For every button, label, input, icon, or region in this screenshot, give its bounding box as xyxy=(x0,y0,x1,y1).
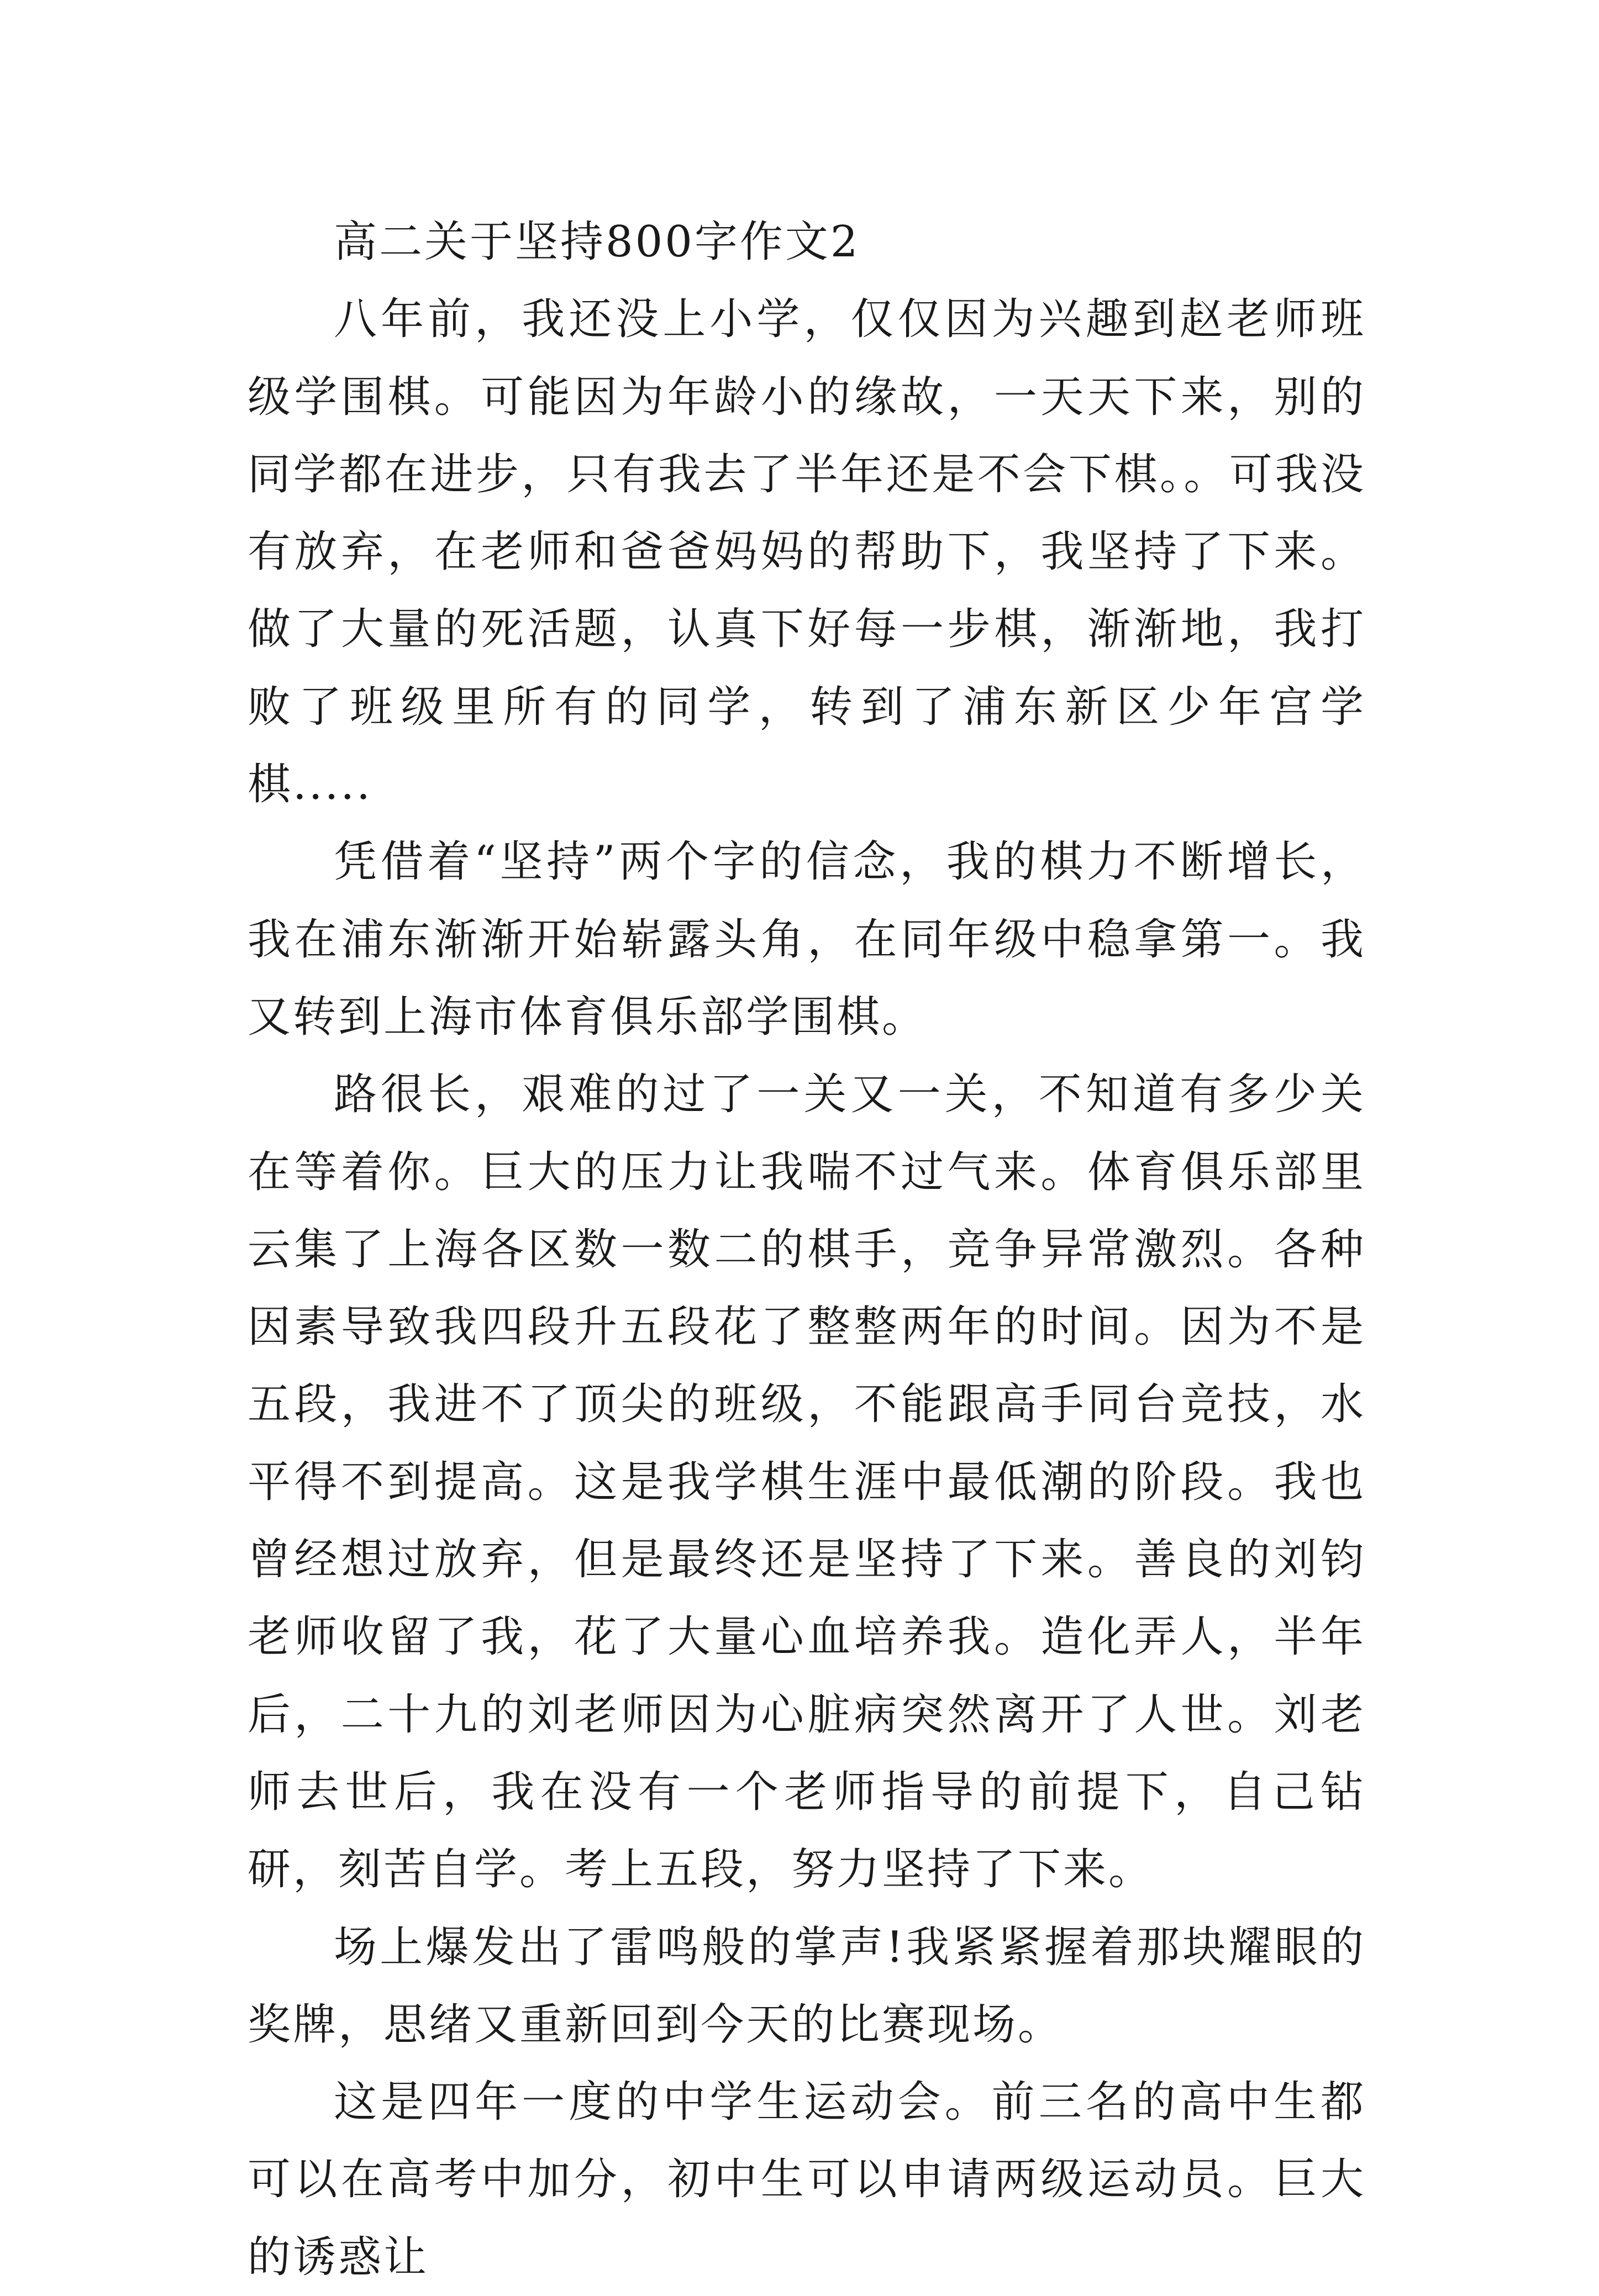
document-title: 高二关于坚持800字作文2 xyxy=(334,217,860,267)
paragraph-1: 八年前，我还没上小学，仅仅因为兴趣到赵老师班级学围棋。可能因为年龄小的缘故，一天天下来，别的同学都在进步，只有我去了半年还是不会下棋。。可我没有放弃，在老师和爸爸妈妈的帮助下，我坚持了下来。做了大量的死活题，认真下好每一步棋，渐渐地，我打败了班级里所有的同学，转到了浦东新区少年宫学棋..... xyxy=(248,294,1366,810)
paragraph-4: 场上爆发出了雷鸣般的掌声!我紧紧握着那块耀眼的奖牌，思绪又重新回到今天的比赛现场。 xyxy=(248,1922,1366,2050)
document-body xyxy=(248,203,1366,2296)
paragraph-5: 这是四年一度的中学生运动会。前三名的高中生都可以在高考中加分，初中生可以申请两级运动员。巨大的诱惑让 xyxy=(248,2077,1366,2282)
paragraph-3: 路很长，艰难的过了一关又一关，不知道有多少关在等着你。巨大的压力让我喘不过气来。体育俱乐部里云集了上海各区数一数二的棋手，竞争异常激烈。各种因素导致我四段升五段花了整整两年的时间。因为不是五段，我进不了顶尖的班级，不能跟高手同台竞技，水平得不到提高。这是我学棋生涯中最低潮的阶段。我也曾经想过放弃，但是最终还是坚持了下来。善良的刘钧老师收留了我，花了大量心血培养我。造化弄人，半年后，二十九的刘老师因为心脏病突然离开了人世。刘老师去世后，我在没有一个老师指导的前提下，自己钻研，刻苦自学。考上五段，努力坚持了下来。 xyxy=(248,1070,1366,1895)
paragraph-2: 凭借着“坚持”两个字的信念，我的棋力不断增长，我在浦东渐渐开始崭露头角，在同年级中稳拿第一。我又转到上海市体育俱乐部学围棋。 xyxy=(248,837,1366,1042)
